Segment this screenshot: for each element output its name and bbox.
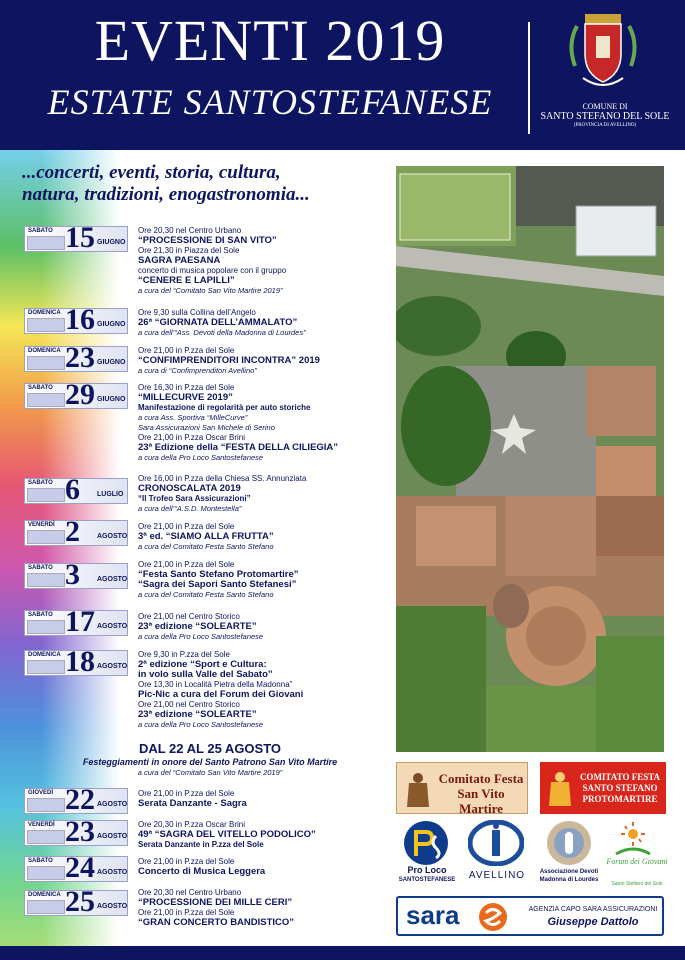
event-time: Ore 21,00 in P.zza del Sole [138,908,235,917]
devoti-label: Associazione Devoti Madonna di Lourdes [539,869,599,883]
date-number: 29 [65,378,95,411]
date-box-16-giugno [24,303,128,336]
sara-logo-icon [478,902,508,932]
event-time: Ore 20,30 nel Centro Urbano [138,226,242,235]
date-month: AGOSTO [97,663,128,670]
date-bar [27,530,65,544]
comune-crest-icon [563,8,643,94]
event-organizer: a cura dell’“A.S.D. Montestella” [138,504,242,513]
event-title: Pic-Nic a cura del Forum dei Giovani [138,689,304,700]
logo-label: COMITATO FESTA SANTO STEFANO PROTOMARTIRE [579,772,661,804]
statue-icon [403,769,433,809]
date-month: AGOSTO [97,623,128,630]
event-organizer: a cura di “Confimprenditori Avellino” [138,366,257,375]
date-month: AGOSTO [97,833,128,840]
event-title: “CENERE E LAPILLI” [138,275,235,286]
event-time: Ore 21,00 in P.zza del Sole [138,560,235,569]
page-title: EVENTI 2019 [94,8,446,73]
event-title: “Sagra dei Sapori Santo Stefanesi” [138,579,297,590]
date-number: 18 [65,645,95,678]
event-organizer: a cura della Pro Loco Santostefanese [138,632,264,641]
event-organizer: a cura del Comitato Festa Santo Stefano [138,590,274,599]
date-box-23-agosto [24,815,128,848]
event-time: Ore 20,30 in P.zza Oscar Brini [138,820,246,829]
event-25-agosto [138,888,393,928]
date-month: AGOSTO [97,576,128,583]
date-box-22-agosto [24,783,128,816]
date-box-25-agosto [24,885,128,918]
event-23-giugno [138,346,393,376]
event-title: Concerto di Musica Leggera [138,866,266,877]
event-time: Ore 21,30 in Piazza del Sole [138,246,240,255]
date-weekday: DOMENICA [28,652,61,658]
event-time: Ore 21,00 in P.zza Oscar Brini [138,433,246,442]
event-title: CRONOSCALATA 2019 [138,483,241,494]
forum-label: Santo Stefano del Sole [611,881,663,887]
logo-comitato-san-vito [396,762,528,814]
event-title: 49ª “SAGRA DEL VITELLO PODOLICO” [138,829,316,840]
tagline-line-1: ...concerti, eventi, storia, cultura, [22,162,281,183]
logo-label: Comitato Festa San Vito Martire [438,771,524,816]
event-time: Ore 9,30 in P.zza del Sole [138,650,230,659]
date-bar [27,620,65,634]
date-number: 17 [65,605,95,638]
date-number: 23 [65,815,95,848]
date-weekday: SABATO [28,385,53,391]
event-title: in volo sulla Valle del Sabato” [138,669,273,680]
pro-loco-label: Pro Loco [407,865,447,875]
pro-loco-logo-icon [400,820,452,866]
event-3-agosto [138,560,393,600]
event-title: Serata Danzante - Sagra [138,798,247,809]
date-number: 2 [65,515,80,548]
event-time: Ore 21,00 in P.zza del Sole [138,857,235,866]
header-divider [528,22,530,134]
date-month: AGOSTO [97,903,128,910]
date-month: GIUGNO [97,359,126,366]
event-15-giugno [138,226,393,296]
avellino-label: AVELLINO [468,870,526,881]
event-title: 2ª edizione “Sport e Cultura: [138,659,267,670]
date-box-6-luglio [24,473,128,506]
footer-bar [0,946,685,960]
date-weekday: SABATO [28,565,53,571]
date-weekday: DOMENICA [28,348,61,354]
event-organizer: a cura della Pro Loco Santostefanese [138,453,264,462]
date-bar [27,573,65,587]
date-weekday: GIOVEDÌ [28,790,54,796]
comune-name: SANTO STEFANO DEL SOLE [540,111,670,122]
event-time: Ore 20,30 nel Centro Urbano [138,888,242,897]
aerial-town-photo [396,166,664,752]
date-bar [27,798,65,812]
event-title: 23ª edizione “SOLEARTE” [138,709,257,720]
date-number: 3 [65,558,80,591]
date-bar [27,318,65,332]
sara-agency-label: AGENZIA CAPO SARA ASSICURAZIONI [528,906,658,913]
forum-script-label: Forum dei Giovani [606,857,668,866]
date-month: GIUGNO [97,321,126,328]
event-time: Ore 9,30 sulla Collina dell’Angelo [138,308,256,317]
festival-range-organizer: a cura del “Comitato San Vito Martire 2019” [137,768,283,777]
event-time: Ore 21,00 nel Centro Storico [138,700,240,709]
date-weekday: DOMENICA [28,310,61,316]
date-weekday: SABATO [28,228,53,234]
date-box-29-giugno [24,378,128,411]
event-title: “PROCESSIONE DEI MILLE CERI” [138,897,293,908]
event-title: 3ª ed. “SIAMO ALLA FRUTTA” [138,531,274,542]
event-organizer: a cura del “Comitato San Vito Martire 2019” [138,286,283,295]
date-weekday: VENERDÌ [28,822,55,828]
date-month: GIUGNO [97,396,126,403]
date-bar [27,488,65,502]
date-month: AGOSTO [97,869,128,876]
date-weekday: SABATO [28,612,53,618]
festival-range-subtitle: Festeggiamenti in onore del Santo Patrono San Vito Martire [82,757,338,767]
event-detail: Manifestazione di regolarità per auto storiche [138,403,311,412]
date-bar [27,356,65,370]
event-organizer: Sara Assicurazioni San Michele di Serino [138,423,275,432]
date-box-3-agosto [24,558,128,591]
event-organizer: a cura dell’“Ass. Devoti della Madonna di Lourdes” [138,328,306,337]
logo-comitato-santo-stefano [540,762,666,814]
date-month: AGOSTO [97,533,128,540]
event-detail: concerto di musica popolare con il gruppo [138,266,287,275]
date-number: 24 [65,851,95,884]
date-month: LUGLIO [97,491,124,498]
sara-brand: sara [406,900,460,930]
event-24-agosto [138,857,393,877]
madonna-lourdes-icon [544,820,594,866]
avellino-logo-icon [468,820,524,866]
event-title: “PROCESSIONE DI SAN VITO” [138,235,277,246]
event-time: Ore 16,30 in P.zza del Sole [138,383,235,392]
event-time: Ore 16,00 in P.zza della Chiesa SS. Annunziata [138,474,307,483]
date-bar [27,393,65,407]
event-2-agosto [138,522,393,552]
date-number: 23 [65,341,95,374]
statue-icon [546,768,574,808]
date-weekday: SABATO [28,858,53,864]
event-detail: Serata Danzante in P.zza del Sole [138,840,264,849]
event-time: Ore 13,30 in Località Pietra della Madonna” [138,680,293,689]
sara-agent-name: Giuseppe Dattolo [547,916,639,928]
event-22-agosto [138,789,393,809]
date-weekday: DOMENICA [28,892,61,898]
date-bar [27,830,65,844]
event-title: “MILLECURVE 2019” [138,392,233,403]
tagline [22,162,392,206]
event-title: “Festa Santo Stefano Protomartire” [138,569,299,580]
event-16-giugno [138,308,393,338]
date-month: AGOSTO [97,801,128,808]
event-17-agosto [138,612,393,642]
event-title: 23ª edizione “SOLEARTE” [138,621,257,632]
tagline-line-2: natura, tradizioni, enogastronomia... [22,184,310,205]
event-title: 23ª Edizione della “FESTA DELLA CILIEGIA” [138,442,339,453]
date-number: 15 [65,221,95,254]
date-bar [27,660,65,674]
date-bar [27,900,65,914]
date-bar [27,236,65,250]
date-number: 6 [65,473,80,506]
event-title: “GRAN CONCERTO BANDISTICO” [138,917,295,928]
event-6-luglio [138,474,393,514]
date-box-15-giugno [24,221,128,254]
event-29-giugno [138,383,393,463]
event-organizer: a cura della Pro Loco Santostefanese [138,720,264,729]
date-weekday: SABATO [28,480,53,486]
event-time: Ore 21,00 in P.zza del Sole [138,522,235,531]
festival-range-title: DAL 22 AL 25 AGOSTO [138,741,282,756]
event-organizer: a cura del Comitato Festa Santo Stefano [138,542,274,551]
date-weekday: VENERDÌ [28,522,55,528]
event-23-agosto [138,820,393,850]
pro-loco-sublabel: SANTOSTEFANESE [398,877,456,883]
event-time: Ore 21,00 nel Centro Storico [138,612,240,621]
date-box-2-agosto [24,515,128,548]
event-time: Ore 21,00 in P.zza del Sole [138,346,235,355]
comune-label: COMUNE DI [582,102,628,111]
event-detail: “Il Trofeo Sara Assicurazioni” [138,494,251,503]
event-title: 26ª “GIORNATA DELL’AMMALATO” [138,317,298,328]
date-month: GIUGNO [97,239,126,246]
comune-province: (PROVINCIA DI AVELLINO) [573,123,637,128]
date-box-17-agosto [24,605,128,638]
event-title: SAGRA PAESANA [138,255,221,266]
event-organizer: a cura Ass. Sportiva “MilleCurve” [138,413,248,422]
date-number: 25 [65,885,95,918]
sara-assicurazioni-banner [396,896,664,936]
event-18-agosto [138,650,393,730]
forum-giovani-icon [610,820,656,860]
date-box-23-giugno [24,341,128,374]
page-subtitle: ESTATE SANTOSTEFANESE [47,82,493,122]
date-bar [27,866,65,880]
date-box-18-agosto [24,645,128,678]
date-number: 16 [65,303,95,336]
event-time: Ore 21,00 in P.zza del Sole [138,789,235,798]
date-box-24-agosto [24,851,128,884]
event-title: “CONFIMPRENDITORI INCONTRA” 2019 [138,355,320,366]
date-number: 22 [65,783,95,816]
